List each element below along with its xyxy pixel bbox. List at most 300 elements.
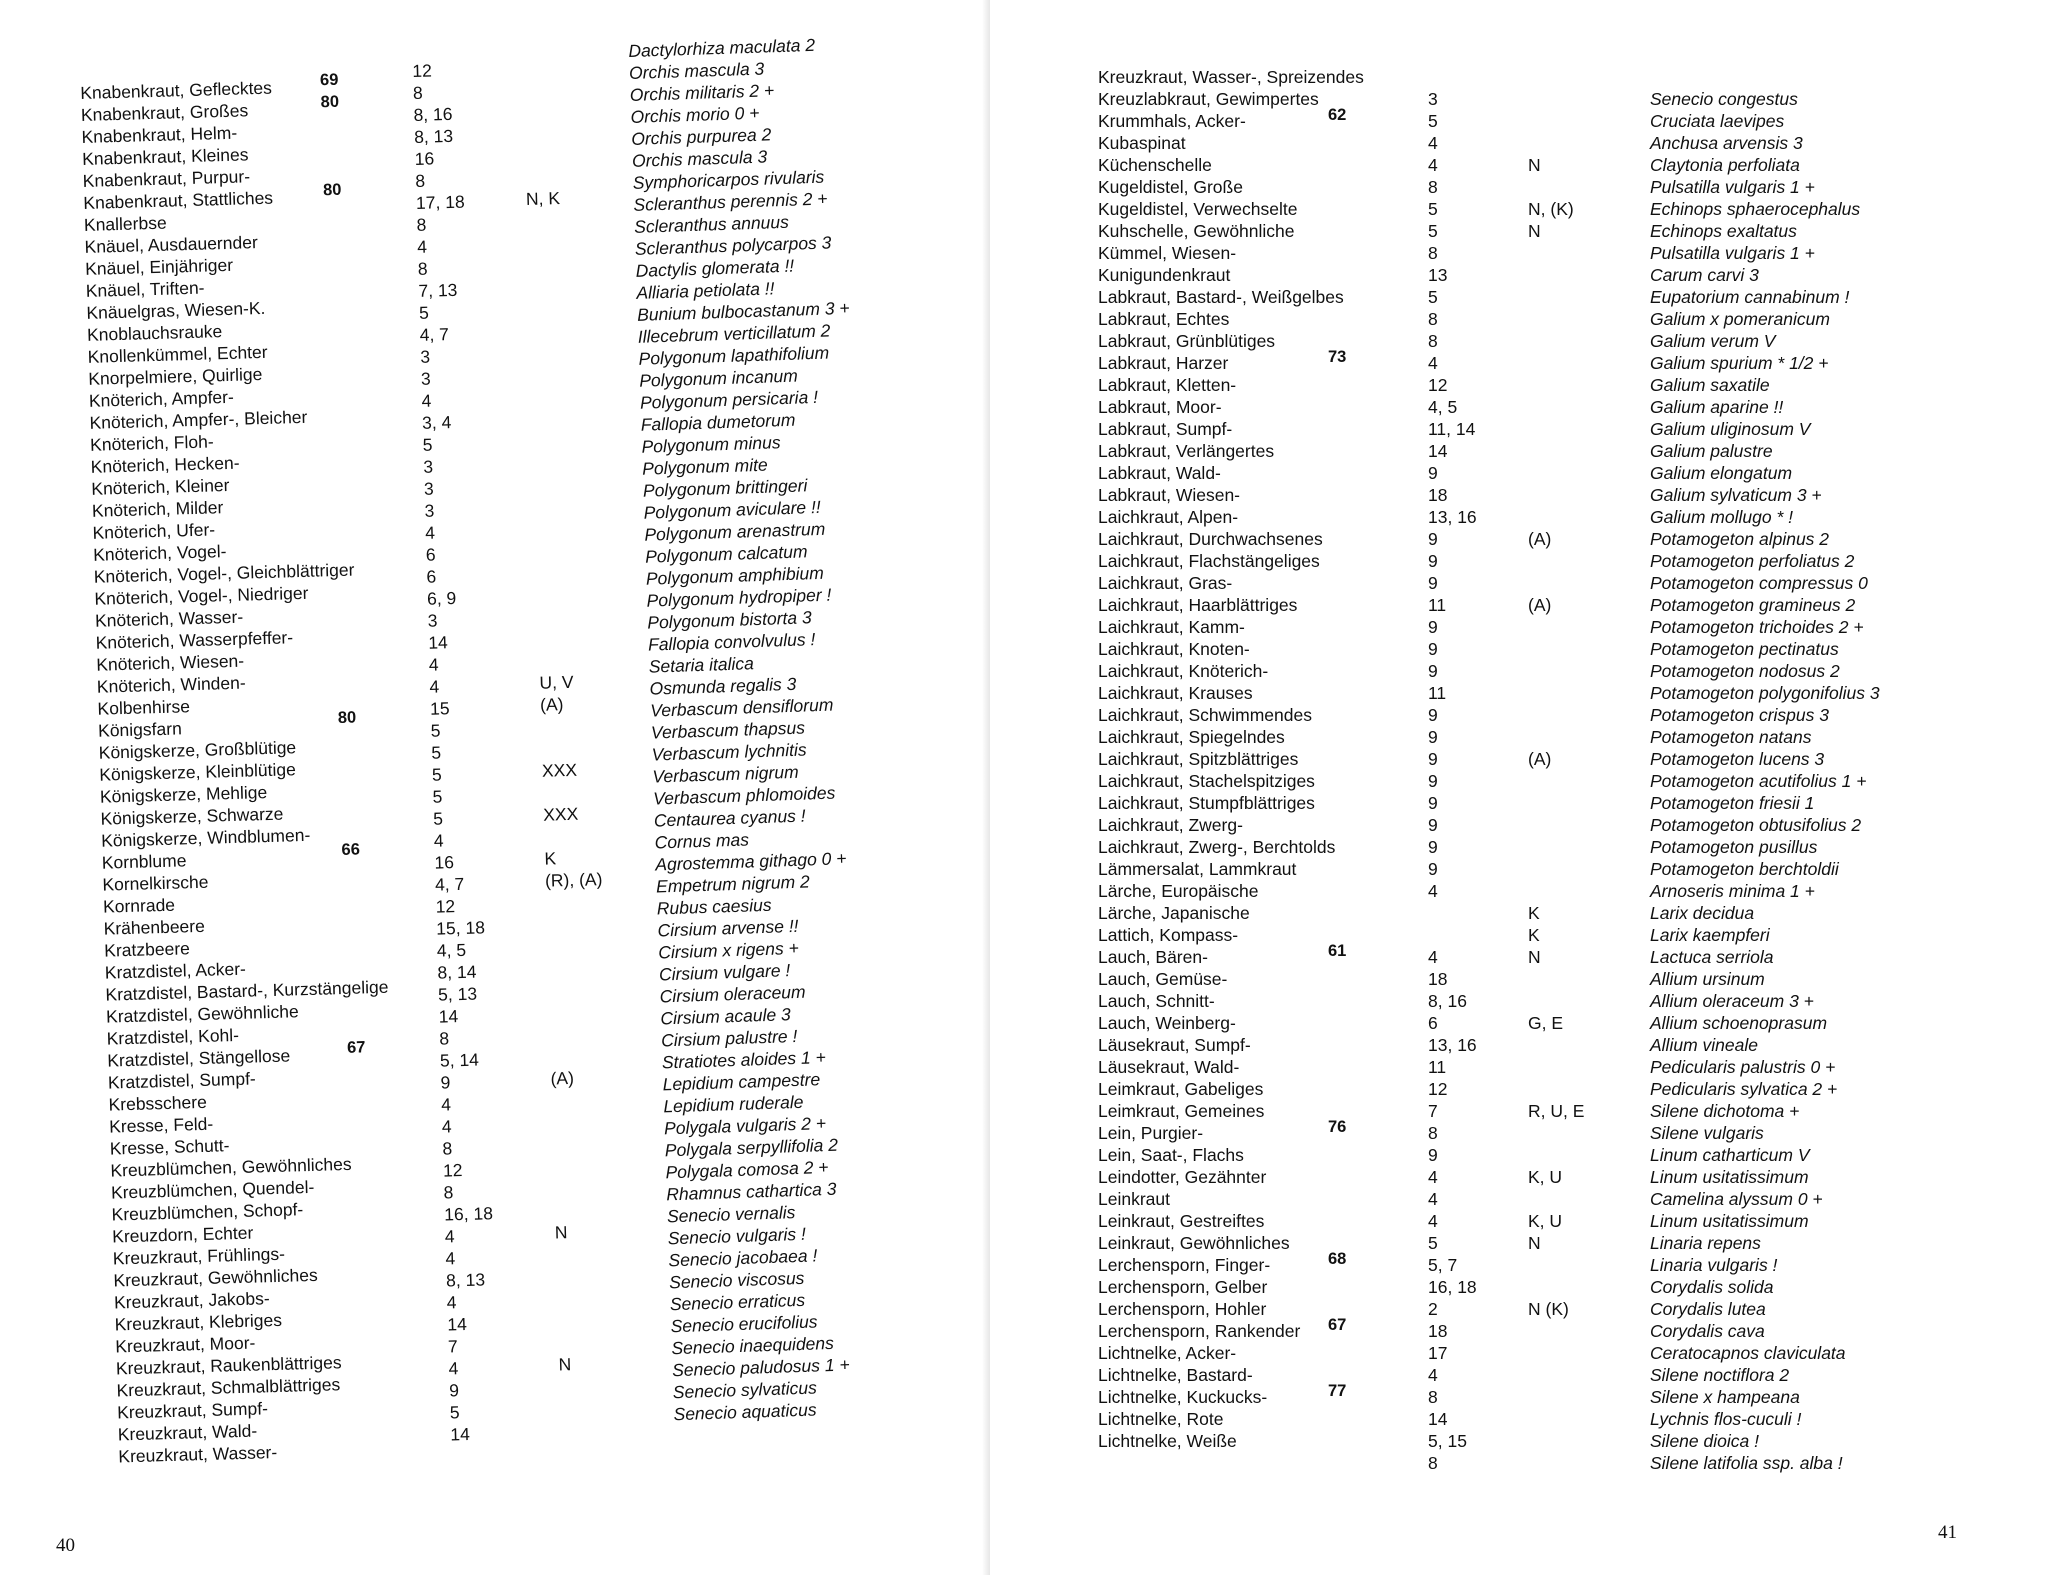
status-code: K [544,848,557,869]
latin-name: Larix kaempferi [1650,925,1770,945]
german-name: Königskerze, Großblütige [98,737,297,763]
latin-name: Polygonum calcatum [644,541,808,567]
german-name: Kratzdistel, Gewöhnliche [105,1001,299,1027]
status-code [536,560,594,584]
status-code [530,340,588,364]
status-code [541,736,599,760]
status-code [1528,638,1584,660]
right-status-codes [1528,66,1584,1474]
latin-name: Senecio congestus [1650,89,1798,109]
latin-name: Orchis morio 0 + [630,102,760,127]
latin-name: Allium ursinum [1650,969,1765,989]
habitat-numbers: 14 [438,1006,459,1027]
latin-name: Potamogeton lucens 3 [1650,749,1825,769]
german-name [1098,1452,1364,1474]
habitat-numbers: 7 [1428,1101,1438,1121]
habitat-numbers: 4, 5 [1428,397,1458,417]
reference-badge: 67 [346,1038,366,1057]
status-code [1528,1408,1584,1430]
status-code [527,230,585,254]
german-name: Laichkraut, Zwerg-, Berchtolds [1098,837,1336,857]
habitat-numbers: 8 [1428,309,1438,329]
latin-name: Potamogeton polygonifolius 3 [1650,683,1880,703]
latin-name: Senecio sylvaticus [672,1377,818,1403]
latin-name: Senecio viscosus [668,1267,805,1293]
status-code [545,890,603,914]
habitat-numbers [1428,66,1477,88]
german-name: Knabenkraut, Großes 80 [80,92,340,125]
german-name: Laichkraut, Knöterich- [1098,661,1269,681]
right-habitat-numbers [1428,66,1477,1474]
status-code [1528,264,1584,286]
status-code [1528,418,1584,440]
latin-name: Senecio erraticus [669,1289,806,1315]
left-latin-names [628,33,886,1425]
status-code: K [1528,925,1540,945]
latin-name: Scleranthus polycarpos 3 [634,232,832,259]
habitat-numbers: 13 [1428,265,1448,285]
german-name: Labkraut, Kletten- [1098,375,1237,395]
german-name: Laichkraut, Schwimmendes [1098,705,1312,725]
german-name: Labkraut, Grünblütiges [1098,331,1276,351]
german-name: Lärche, Japanische [1098,903,1250,923]
habitat-numbers: 16, 18 [1428,1277,1477,1297]
latin-name: Cirsium palustre ! [660,1025,798,1051]
status-code [523,76,581,100]
status-code [558,1330,616,1354]
habitat-numbers: 9 [1428,749,1438,769]
habitat-numbers: 8 [417,258,428,279]
habitat-numbers: 4 [433,830,444,851]
habitat-numbers: 2 [1428,1299,1438,1319]
status-code: XXX [541,759,578,781]
status-code [1528,242,1584,264]
habitat-numbers: 3 [427,610,438,631]
status-code: (A) [1528,595,1552,615]
habitat-numbers: 5, 13 [437,983,478,1005]
status-code [539,648,597,672]
latin-name: Silene noctiflora 2 [1650,1365,1790,1385]
latin-name: Allium oleraceum 3 + [1650,991,1814,1011]
status-code [526,208,584,232]
german-name: Lauch, Gemüse- [1098,969,1228,989]
german-name: Königskerze, Kleinblütige [99,759,297,785]
latin-name: Galium palustre [1650,441,1773,461]
status-code: N (K) [1528,1299,1569,1319]
status-code [547,956,605,980]
status-code [557,1308,615,1332]
german-name: Kreuzkraut, Sumpf- [116,1398,269,1423]
status-code [1528,704,1584,726]
habitat-numbers: 8 [412,82,423,103]
latin-name: Potamogeton nodosus 2 [1650,661,1840,681]
status-code: U, V [539,671,574,693]
status-code [553,1154,611,1178]
german-name: Leinkraut, Gestreiftes [1098,1211,1265,1231]
habitat-numbers: 11 [1428,1057,1447,1077]
status-code [1528,1276,1584,1298]
status-code [549,1022,607,1046]
habitat-numbers: 3 [420,346,431,367]
latin-name: Camelina alyssum 0 + [1650,1189,1823,1209]
german-name: Kreuzlabkraut, Gewimpertes [1098,89,1319,109]
habitat-numbers: 9 [440,1072,451,1093]
latin-name: Corydalis lutea [1650,1299,1766,1319]
status-code: N [1528,1233,1541,1253]
latin-name: Potamogeton acutifolius 1 + [1650,771,1867,791]
status-code [522,54,580,78]
status-code [546,912,604,936]
latin-name: Galium uliginosum V [1650,419,1811,439]
habitat-numbers: 5 [422,434,433,455]
habitat-numbers: 6 [425,544,436,565]
latin-name: Senecio vernalis [666,1202,796,1227]
status-code [1528,880,1584,902]
latin-name: Setaria italica [648,653,755,677]
german-name: Knabenkraut, Kleines [81,144,249,169]
status-code [1528,462,1584,484]
german-name: Leinkraut [1098,1189,1170,1209]
latin-name: Scleranthus annuus [633,211,790,237]
latin-name: Potamogeton pusillus [1650,837,1818,857]
habitat-numbers: 9 [1428,617,1438,637]
latin-name: Dactylorhiza maculata 2 [628,34,816,61]
latin-name: Bunium bulbocastanum 3 + [636,297,850,325]
latin-name: Empetrum nigrum 2 [655,871,811,897]
german-name: Labkraut, Wiesen- [1098,485,1241,505]
habitat-numbers: 5 [432,808,444,829]
habitat-numbers [1428,924,1477,946]
habitat-numbers: 8 [1428,1387,1438,1407]
status-code [533,450,591,474]
german-name: Leinkraut, Gewöhnliches [1098,1233,1290,1253]
latin-name: Pulsatilla vulgaris 1 + [1650,177,1815,197]
german-name: Knöterich, Vogel-, Niedriger [94,582,309,609]
german-name: Krähenbeere [103,915,206,939]
habitat-numbers: 6 [426,566,437,587]
right-latin-names [1650,66,1880,1474]
latin-name: Polygonum arenastrum [644,518,826,545]
latin-name: Cirsium oleraceum [659,981,806,1007]
latin-name: Senecio inaequidens [671,1332,835,1359]
german-name: Kuhschelle, Gewöhnliche [1098,221,1295,241]
german-name: Lichtnelke, Bastard- [1098,1365,1253,1385]
german-name: Lämmersalat, Lammkraut [1098,859,1297,879]
habitat-numbers: 16, 18 [443,1203,494,1225]
german-name: Kreuzkraut, Schmalblättriges [116,1374,341,1401]
german-name: Lichtnelke, Kuckucks- 77 [1098,1382,1347,1407]
status-code [548,1000,606,1024]
status-code [542,780,600,804]
status-code [1528,1122,1584,1144]
latin-name: Alliaria petiolata !! [636,278,775,303]
reference-badge: 73 [1328,348,1347,366]
german-name: Lerchensporn, Finger- 68 [1098,1250,1347,1275]
habitat-numbers: 5 [431,764,442,785]
german-name: Lerchensporn, Rankender 67 [1098,1316,1347,1341]
status-code [1528,506,1584,528]
latin-name: Cirsium arvense !! [657,915,799,941]
german-name: Knäuelgras, Wiesen-K. [86,297,266,323]
german-name: Lauch, Schnitt- [1098,991,1215,1011]
left-habitat-numbers [412,59,499,1446]
german-name: Lein, Saat-, Flachs [1098,1145,1244,1165]
habitat-numbers: 5 [431,742,442,763]
habitat-numbers: 3, 4 [421,412,452,433]
status-code: N, K [525,187,561,209]
habitat-numbers: 4 [446,1292,457,1313]
habitat-numbers: 13, 16 [1428,1035,1477,1055]
status-code [540,714,598,738]
german-name: Kolbenhirse [97,696,191,719]
habitat-numbers: 9 [1428,771,1438,791]
habitat-numbers: 8 [1428,243,1438,263]
german-name: Kratzdistel, Bastard-, Kurzstängelige [105,976,389,1005]
latin-name: Polygonum brittingeri [642,475,808,501]
german-name: Laichkraut, Spiegelndes [1098,727,1285,747]
german-name: Krummhals, Acker- 62 [1098,106,1347,131]
latin-name: Echinops exaltatus [1650,221,1797,241]
german-name: Krebsschere [108,1091,208,1115]
status-code: R, U, E [1528,1101,1585,1121]
german-name: Laichkraut, Zwerg- [1098,815,1243,835]
german-name: Kubaspinat [1098,133,1186,153]
latin-name: Orchis militaris 2 + [629,80,775,105]
left-page [0,0,990,1575]
habitat-numbers: 11 [1428,683,1447,703]
habitat-numbers: 9 [1428,705,1438,725]
latin-name: Galium elongatum [1650,463,1793,483]
habitat-numbers: 4 [441,1116,452,1137]
habitat-numbers: 5 [1428,111,1438,131]
german-name: Königskerze, Schwarze [100,803,284,829]
latin-name: Linum usitatissimum [1650,1211,1809,1231]
german-name: Königsfarn 80 [97,708,357,741]
habitat-numbers: 12 [1428,375,1448,395]
german-name: Kornelkirsche [102,871,209,895]
status-code [1528,1430,1584,1452]
status-code [536,538,594,562]
habitat-numbers: 4 [1428,1167,1438,1187]
latin-name: Polygonum bistorta 3 [646,607,812,633]
status-code [1528,1254,1584,1276]
habitat-numbers: 8 [1428,1453,1438,1473]
habitat-numbers: 4 [1428,1211,1438,1231]
german-name: Knöterich, Wiesen- [95,650,245,675]
german-name: Leimkraut, Gabeliges [1098,1079,1264,1099]
latin-name: Linum catharticum V [1650,1145,1810,1165]
german-name: Lichtnelke, Rote [1098,1409,1224,1429]
german-name: Laichkraut, Stachelspitziges [1098,771,1315,791]
latin-name: Larix decidua [1650,903,1755,923]
german-name: Knöterich, Vogel-, Gleichblättriger [93,559,355,587]
habitat-numbers: 14 [1428,441,1448,461]
reference-badge: 76 [1328,1118,1347,1136]
german-name: Kreuzblümchen, Gewöhnliches [110,1153,352,1181]
latin-name: Senecio jacobaea ! [668,1245,818,1271]
latin-name: Potamogeton pectinatus [1650,639,1839,659]
latin-name: Polygala serpyllifolia 2 [664,1134,839,1161]
status-code [532,406,590,430]
german-name: Kratzdistel, Sumpf- [107,1068,256,1093]
latin-name: Scleranthus perennis 2 + [633,188,828,215]
german-name: Kresse, Feld- [108,1113,214,1137]
german-name: Knöterich, Kleiner [91,474,230,499]
latin-name: Potamogeton alpinus 2 [1650,529,1830,549]
reference-badge: 80 [322,180,342,200]
status-code [523,98,581,122]
german-name: Kunigundenkraut [1098,265,1231,285]
habitat-numbers: 4 [424,522,436,543]
latin-name: Fallopia dumetorum [640,409,796,435]
status-code [552,1132,610,1156]
status-code [1528,990,1584,1012]
habitat-numbers: 9 [448,1380,460,1401]
german-name: Kugeldistel, Verwechselte [1098,199,1298,219]
habitat-numbers: 4 [448,1358,459,1379]
latin-name: Potamogeton gramineus 2 [1650,595,1856,615]
german-name: Kreuzkraut, Moor- [115,1332,256,1357]
habitat-numbers: 9 [1428,639,1438,659]
german-name: Knöterich, Milder [91,497,224,521]
latin-name: Illecebrum verticillatum 2 [637,320,831,347]
status-code [1528,1188,1584,1210]
habitat-numbers: 4 [1428,1365,1438,1385]
german-name: Laichkraut, Kamm- [1098,617,1245,637]
latin-name: Senecio vulgaris ! [667,1223,807,1249]
status-code [537,582,595,606]
latin-name: Galium mollugo * ! [1650,507,1793,527]
latin-name: Polygonum lapathifolium [638,342,830,369]
status-code [1528,726,1584,748]
habitat-numbers: 8 [416,214,427,235]
german-name: Kreuzkraut, Wasser-, Spreizendes [1098,67,1364,87]
latin-name: Silene dioica ! [1650,1431,1759,1451]
german-name: Laichkraut, Gras- [1098,573,1233,593]
status-code [1528,1452,1584,1474]
latin-name: Silene dichotoma + [1650,1101,1800,1121]
status-code [543,824,601,848]
german-name: Labkraut, Harzer 73 [1098,348,1347,373]
status-code [559,1374,617,1398]
habitat-numbers: 9 [1428,793,1438,813]
status-code [528,252,586,276]
status-code [1528,770,1584,792]
latin-name: Linaria repens [1650,1233,1761,1253]
status-code [1528,66,1584,88]
german-name: Lärche, Europäische [1098,881,1259,901]
habitat-numbers: 8, 14 [437,961,477,983]
latin-name: Polygonum amphibium [645,562,825,589]
german-name: Knöterich, Ufer- [92,519,216,543]
reference-badge: 77 [1328,1382,1347,1400]
status-code [555,1242,613,1266]
habitat-numbers: 14 [427,632,449,653]
status-code [1528,176,1584,198]
latin-name: Allium schoenoprasum [1650,1013,1828,1033]
habitat-numbers: 16 [434,852,455,873]
page-number-right: 41 [1938,1522,1957,1543]
status-code [1528,330,1584,352]
latin-name: Lepidium campestre [662,1069,821,1095]
habitat-numbers: 5, 7 [1428,1255,1458,1275]
habitat-numbers: 9 [1428,727,1438,747]
habitat-numbers: 5, 14 [439,1049,480,1071]
latin-name: Potamogeton crispus 3 [1650,705,1829,725]
status-code [535,516,593,540]
habitat-numbers: 15, 18 [435,917,486,939]
habitat-numbers: 9 [1428,463,1438,483]
latin-name: Potamogeton friesii 1 [1650,793,1815,813]
habitat-numbers: 4 [1428,155,1438,175]
status-code: G, E [1528,1013,1564,1033]
habitat-numbers: 7 [447,1336,458,1357]
latin-name: Polygala comosa 2 + [665,1156,829,1183]
habitat-numbers: 18 [1428,1321,1448,1341]
status-code [1528,1144,1584,1166]
latin-name: Potamogeton compressus 0 [1650,573,1868,593]
status-code [1528,968,1584,990]
german-name: Laichkraut, Flachstängeliges [1098,551,1320,571]
latin-name: Orchis purpurea 2 [630,124,772,149]
status-code: N [1528,947,1541,967]
latin-name: Polygonum minus [641,432,781,457]
habitat-numbers: 17, 18 [415,191,465,213]
latin-name: Allium vineale [1650,1035,1758,1055]
habitat-numbers: 5 [1428,1233,1438,1253]
latin-name: Corydalis cava [1650,1321,1765,1341]
german-name: Kreuzkraut, Frühlings- [112,1243,286,1269]
latin-name: Polygonum mite [641,454,768,479]
status-code: N, (K) [1528,199,1574,219]
german-name: Knorpelmiere, Quirlige [88,364,263,389]
status-code: N [558,1354,572,1375]
status-code [548,978,606,1002]
german-name: Laichkraut, Durchwachsenes [1098,529,1323,549]
reference-badge: 66 [341,840,361,859]
left-status-codes [522,54,618,1441]
latin-name: Symphoricarpos rivularis [632,166,825,193]
habitat-numbers: 4 [1428,1189,1438,1209]
status-code: (A) [1528,749,1552,769]
german-name: Kreuzdorn, Echter [111,1222,254,1247]
german-name: Labkraut, Sumpf- [1098,419,1233,439]
status-code [556,1264,614,1288]
latin-name: Pedicularis palustris 0 + [1650,1057,1836,1077]
habitat-numbers: 5 [418,302,430,323]
habitat-numbers: 16 [414,148,435,169]
german-name: Kreuzkraut, Wasser- [118,1442,278,1467]
latin-name: Arnoseris minima 1 + [1650,881,1815,901]
latin-name: Linaria vulgaris ! [1650,1255,1778,1275]
german-name: Knabenkraut, Geflecktes 69 [80,70,339,103]
german-name: Küchenschelle [1098,155,1212,175]
reference-badge: 67 [1328,1316,1347,1334]
latin-name: Silene latifolia ssp. alba ! [1650,1453,1843,1473]
status-code [1528,396,1584,418]
status-code [551,1088,609,1112]
status-code [1528,1078,1584,1100]
status-code [529,296,587,320]
habitat-numbers: 4, 7 [434,873,465,895]
habitat-numbers: 8 [1428,331,1438,351]
latin-name: Ceratocapnos claviculata [1650,1343,1846,1363]
latin-name: Orchis mascula 3 [631,146,768,171]
status-code [1528,1320,1584,1342]
habitat-numbers [1428,902,1477,924]
habitat-numbers: 5, 15 [1428,1431,1467,1451]
latin-name: Fallopia convolvulus ! [647,629,816,655]
